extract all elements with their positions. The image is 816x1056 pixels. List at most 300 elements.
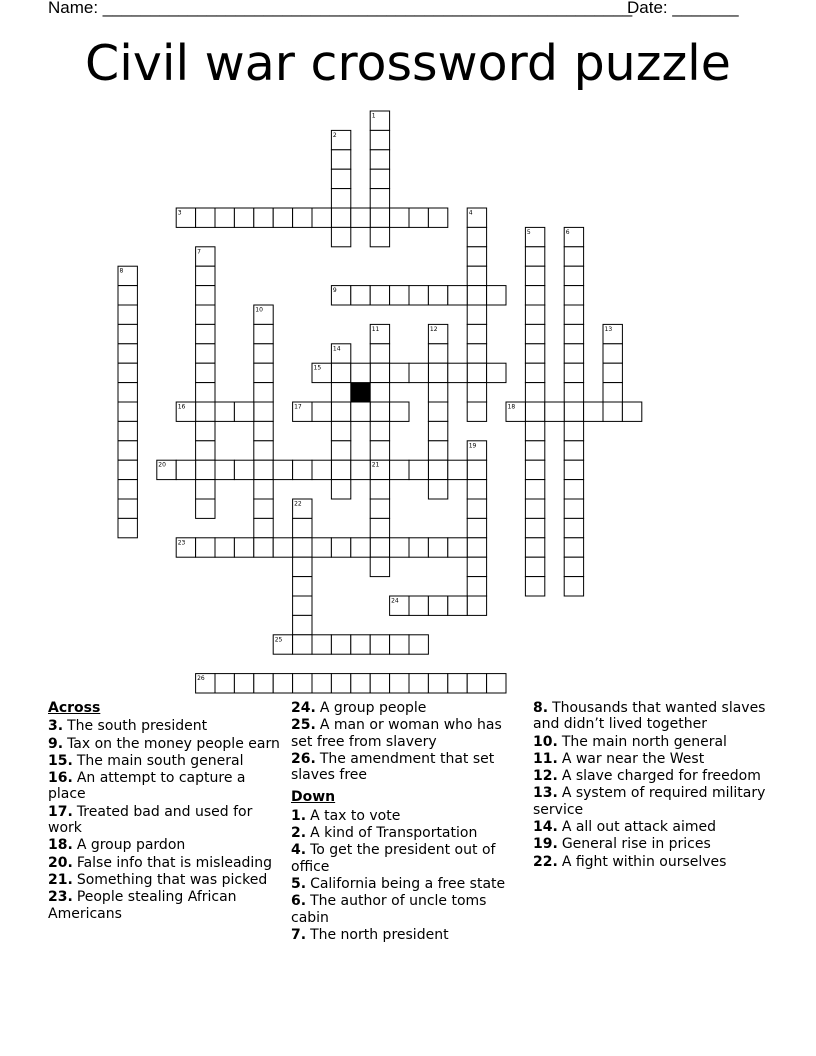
across-clue	[48, 837, 280, 853]
crossword-cell[interactable]	[254, 324, 273, 343]
crossword-cell[interactable]	[564, 518, 583, 537]
grid-clue-number: 1	[371, 112, 376, 120]
crossword-cell[interactable]	[428, 480, 447, 499]
crossword-cell[interactable]	[196, 402, 215, 421]
crossword-cell[interactable]	[312, 635, 331, 654]
crossword-cell[interactable]	[370, 499, 389, 518]
clue-number: 23.	[48, 889, 73, 906]
clue-number: 15.	[48, 752, 73, 769]
crossword-cell[interactable]	[370, 557, 389, 576]
crossword-cell[interactable]	[370, 421, 389, 440]
clue-text: The main north general	[561, 733, 727, 750]
crossword-cell[interactable]	[331, 460, 350, 479]
crossword-cell[interactable]	[370, 635, 389, 654]
crossword-cell[interactable]	[293, 635, 312, 654]
crossword-cell[interactable]	[564, 460, 583, 479]
crossword-cell[interactable]	[487, 286, 506, 305]
crossword-cell[interactable]	[254, 499, 273, 518]
crossword-cell[interactable]	[409, 363, 428, 382]
crossword-cell[interactable]	[234, 460, 253, 479]
crossword-cell[interactable]	[331, 383, 350, 402]
crossword-cell[interactable]	[196, 421, 215, 440]
crossword-cell[interactable]	[118, 460, 137, 479]
grid-clue-number: 25	[274, 636, 283, 644]
crossword-cell[interactable]	[118, 402, 137, 421]
crossword-cell[interactable]	[370, 480, 389, 499]
crossword-cell[interactable]	[331, 538, 350, 557]
crossword-cell[interactable]	[312, 402, 331, 421]
crossword-cell[interactable]	[118, 324, 137, 343]
crossword-cell[interactable]	[196, 208, 215, 227]
crossword-cell[interactable]	[564, 421, 583, 440]
crossword-cell[interactable]	[254, 460, 273, 479]
crossword-cell[interactable]	[293, 538, 312, 557]
crossword-cell[interactable]	[331, 480, 350, 499]
crossword-cell[interactable]	[564, 538, 583, 557]
crossword-cell[interactable]	[118, 344, 137, 363]
clue-text: A tax to vote	[310, 807, 401, 824]
crossword-cell[interactable]	[273, 538, 292, 557]
clue-text: A fight within ourselves	[561, 853, 727, 870]
crossword-cell[interactable]	[603, 383, 622, 402]
crossword-cell[interactable]	[428, 208, 447, 227]
crossword-cell[interactable]	[351, 286, 370, 305]
clue-number: 3.	[48, 718, 64, 735]
crossword-cell[interactable]	[254, 421, 273, 440]
crossword-cell[interactable]	[467, 538, 486, 557]
crossword-cell[interactable]	[428, 402, 447, 421]
crossword-cell[interactable]	[525, 499, 544, 518]
crossword-cell[interactable]	[331, 402, 350, 421]
across-clue	[48, 770, 280, 803]
clue-text: A system of required military service	[533, 785, 766, 818]
grid-clue-number: 5	[526, 228, 531, 236]
crossword-cell[interactable]	[370, 208, 389, 227]
clue-text: The north president	[310, 926, 449, 943]
clue-number: 7.	[291, 926, 307, 943]
grid-clue-number: 21	[371, 461, 380, 469]
crossword-cell[interactable]	[525, 480, 544, 499]
crossword-cell[interactable]	[467, 266, 486, 285]
crossword-cell[interactable]	[254, 538, 273, 557]
crossword-cell[interactable]	[370, 363, 389, 382]
crossword-cell[interactable]	[312, 208, 331, 227]
clue-text: A group pardon	[76, 837, 186, 854]
crossword-cell[interactable]	[603, 344, 622, 363]
crossword-cell[interactable]	[293, 596, 312, 615]
down-clue	[291, 876, 523, 892]
crossword-cell[interactable]	[428, 460, 447, 479]
crossword-cell[interactable]	[564, 480, 583, 499]
clue-text: Tax on the money people earn	[67, 735, 280, 752]
clue-number: 4.	[291, 842, 307, 859]
down-clue	[291, 893, 523, 926]
crossword-cell[interactable]	[370, 189, 389, 208]
blocked-cell	[351, 383, 370, 402]
crossword-cell[interactable]	[196, 441, 215, 460]
crossword-cell[interactable]	[448, 538, 467, 557]
crossword-cell[interactable]	[254, 383, 273, 402]
crossword-cell[interactable]	[564, 344, 583, 363]
clue-text: Treated bad and used for work	[48, 803, 253, 837]
crossword-cell[interactable]	[603, 363, 622, 382]
clue-number: 20.	[48, 854, 73, 871]
crossword-cell[interactable]	[215, 538, 234, 557]
crossword-cell[interactable]	[409, 538, 428, 557]
clue-number: 11.	[533, 750, 558, 767]
crossword-cell[interactable]	[525, 266, 544, 285]
crossword-cell[interactable]	[312, 538, 331, 557]
crossword-cell[interactable]	[525, 363, 544, 382]
crossword-cell[interactable]	[370, 344, 389, 363]
crossword-cell[interactable]	[293, 615, 312, 634]
crossword-cell[interactable]	[564, 286, 583, 305]
crossword-cell[interactable]	[525, 286, 544, 305]
crossword-cell[interactable]	[118, 383, 137, 402]
crossword-cell[interactable]	[293, 518, 312, 537]
crossword-cell[interactable]	[293, 557, 312, 576]
crossword-cell[interactable]	[118, 518, 137, 537]
crossword-cell[interactable]	[428, 538, 447, 557]
crossword-cell[interactable]	[370, 402, 389, 421]
crossword-cell[interactable]	[370, 383, 389, 402]
crossword-cell[interactable]	[525, 324, 544, 343]
crossword-cell[interactable]	[370, 441, 389, 460]
crossword-cell[interactable]	[467, 286, 486, 305]
crossword-cell[interactable]	[525, 441, 544, 460]
crossword-cell[interactable]	[254, 441, 273, 460]
grid-clue-number: 22	[294, 500, 302, 508]
crossword-cell[interactable]	[428, 363, 447, 382]
crossword-cell[interactable]	[331, 150, 350, 169]
crossword-cell[interactable]	[273, 460, 292, 479]
clue-number: 8.	[533, 700, 549, 716]
crossword-cell[interactable]	[525, 518, 544, 537]
clue-number: 13.	[533, 785, 558, 802]
grid-clue-number: 23	[177, 539, 186, 547]
down-clue	[533, 836, 773, 852]
crossword-cell[interactable]	[467, 596, 486, 615]
crossword-cell[interactable]	[467, 557, 486, 576]
crossword-cell[interactable]	[273, 208, 292, 227]
crossword-cell[interactable]	[584, 402, 603, 421]
crossword-cell[interactable]	[622, 402, 641, 421]
crossword-cell[interactable]	[331, 169, 350, 188]
name-field[interactable]: Name: ________________________________________________________	[48, 0, 633, 17]
grid-clue-number: 26	[197, 675, 205, 683]
clue-text: The author of uncle toms cabin	[291, 893, 487, 926]
crossword-cell[interactable]	[564, 305, 583, 324]
clue-number: 14.	[533, 819, 558, 836]
clue-text: The amendment that set slaves free	[291, 750, 495, 784]
grid-clue-number: 8	[119, 267, 124, 275]
crossword-cell[interactable]	[196, 363, 215, 382]
clue-number: 2.	[291, 825, 307, 842]
crossword-cell[interactable]	[254, 480, 273, 499]
across-heading: Across	[48, 700, 101, 716]
crossword-cell[interactable]	[564, 247, 583, 266]
crossword-cell[interactable]	[467, 383, 486, 402]
grid-clue-number: 24	[391, 597, 399, 605]
crossword-cell[interactable]	[331, 227, 350, 246]
crossword-cell[interactable]	[254, 518, 273, 537]
crossword-cell[interactable]	[525, 383, 544, 402]
crossword-cell[interactable]	[254, 402, 273, 421]
crossword-cell[interactable]	[448, 363, 467, 382]
crossword-cell[interactable]	[215, 460, 234, 479]
grid-clue-number: 4	[468, 209, 473, 217]
crossword-cell[interactable]	[390, 402, 409, 421]
crossword-cell[interactable]	[390, 674, 409, 693]
crossword-cell[interactable]	[215, 208, 234, 227]
clue-text: A group people	[319, 700, 427, 716]
crossword-cell[interactable]	[487, 674, 506, 693]
grid-clue-number: 17	[294, 403, 302, 411]
down-clue	[291, 825, 523, 841]
across-clue	[291, 751, 523, 784]
clue-text: People stealing African Americans	[48, 889, 237, 922]
crossword-cell[interactable]	[293, 674, 312, 693]
down-clue	[533, 854, 773, 870]
crossword-cell[interactable]	[564, 266, 583, 285]
crossword-cell[interactable]	[390, 286, 409, 305]
crossword-cell[interactable]	[448, 460, 467, 479]
crossword-cell[interactable]	[351, 402, 370, 421]
clue-number: 25.	[291, 717, 316, 734]
crossword-cell[interactable]	[312, 460, 331, 479]
crossword-cell[interactable]	[564, 577, 583, 596]
clue-number: 16.	[48, 770, 73, 787]
crossword-cell[interactable]	[390, 635, 409, 654]
clue-text: False info that is misleading	[76, 854, 273, 871]
crossword-cell[interactable]	[351, 635, 370, 654]
crossword-cell[interactable]	[196, 286, 215, 305]
crossword-cell[interactable]	[351, 363, 370, 382]
across-clue	[48, 736, 280, 752]
crossword-cell[interactable]	[545, 402, 564, 421]
grid-clue-number: 20	[158, 461, 166, 469]
crossword-cell[interactable]	[234, 538, 253, 557]
crossword-cell[interactable]	[331, 635, 350, 654]
crossword-cell[interactable]	[467, 460, 486, 479]
crossword-cell[interactable]	[564, 557, 583, 576]
crossword-cell[interactable]	[312, 674, 331, 693]
crossword-cell[interactable]	[370, 130, 389, 149]
clue-number: 19.	[533, 836, 558, 853]
clue-number: 22.	[533, 853, 558, 870]
crossword-cell[interactable]	[196, 324, 215, 343]
crossword-cell[interactable]	[448, 286, 467, 305]
crossword-cell[interactable]	[254, 674, 273, 693]
crossword-cell[interactable]	[428, 344, 447, 363]
crossword-cell[interactable]	[196, 460, 215, 479]
down-clue	[291, 808, 523, 824]
crossword-cell[interactable]	[351, 538, 370, 557]
crossword-cell[interactable]	[564, 324, 583, 343]
across-clue	[48, 804, 280, 837]
crossword-cell[interactable]	[428, 596, 447, 615]
crossword-cell[interactable]	[370, 674, 389, 693]
crossword-cell[interactable]	[448, 674, 467, 693]
crossword-cell[interactable]	[467, 344, 486, 363]
crossword-cell[interactable]	[428, 441, 447, 460]
crossword-cell[interactable]	[273, 674, 292, 693]
down-clue	[533, 768, 773, 784]
clue-number: 10.	[533, 733, 558, 750]
clue-text: To get the president out of office	[291, 842, 496, 875]
crossword-cell[interactable]	[467, 363, 486, 382]
crossword-cell[interactable]	[293, 577, 312, 596]
crossword-cell[interactable]	[390, 208, 409, 227]
crossword-cell[interactable]	[390, 363, 409, 382]
crossword-cell[interactable]	[196, 480, 215, 499]
crossword-cell[interactable]	[467, 324, 486, 343]
crossword-cell[interactable]	[196, 266, 215, 285]
crossword-cell[interactable]	[467, 227, 486, 246]
crossword-cell[interactable]	[331, 208, 350, 227]
clue-number: 21.	[48, 871, 73, 888]
crossword-cell[interactable]	[370, 150, 389, 169]
down-clue	[533, 751, 773, 767]
crossword-cell[interactable]	[467, 247, 486, 266]
crossword-cell[interactable]	[525, 344, 544, 363]
date-field[interactable]: Date: _______	[627, 0, 739, 17]
crossword-cell[interactable]	[293, 460, 312, 479]
grid-clue-number: 16	[177, 403, 186, 411]
across-clue	[48, 872, 280, 888]
crossword-cell[interactable]	[467, 305, 486, 324]
crossword-cell[interactable]	[467, 402, 486, 421]
crossword-cell[interactable]	[487, 363, 506, 382]
crossword-cell[interactable]	[525, 247, 544, 266]
crossword-cell[interactable]	[331, 363, 350, 382]
clue-text: A all out attack aimed	[561, 819, 717, 836]
clue-number: 6.	[291, 893, 307, 910]
crossword-cell[interactable]	[409, 596, 428, 615]
crossword-cell[interactable]	[428, 383, 447, 402]
crossword-cell[interactable]	[370, 286, 389, 305]
crossword-cell[interactable]	[467, 674, 486, 693]
crossword-cell[interactable]	[467, 499, 486, 518]
crossword-cell[interactable]	[467, 480, 486, 499]
crossword-cell[interactable]	[331, 421, 350, 440]
crossword-cell[interactable]	[370, 518, 389, 537]
crossword-cell[interactable]	[254, 344, 273, 363]
crossword-cell[interactable]	[234, 674, 253, 693]
crossword-cell[interactable]	[118, 480, 137, 499]
crossword-cell[interactable]	[428, 286, 447, 305]
crossword-cell[interactable]	[525, 538, 544, 557]
down-clue	[533, 734, 773, 750]
grid-clue-number: 6	[565, 228, 570, 236]
crossword-cell[interactable]	[215, 674, 234, 693]
crossword-cell[interactable]	[409, 460, 428, 479]
crossword-cell[interactable]	[370, 227, 389, 246]
crossword-cell[interactable]	[564, 499, 583, 518]
crossword-cell[interactable]	[331, 189, 350, 208]
clue-text: Thousands that wanted slaves and didn’t lived together	[533, 700, 766, 733]
crossword-cell[interactable]	[448, 596, 467, 615]
crossword-cell[interactable]	[409, 635, 428, 654]
crossword-cell[interactable]	[196, 344, 215, 363]
crossword-cell[interactable]	[409, 208, 428, 227]
crossword-cell[interactable]	[409, 674, 428, 693]
grid-clue-number: 18	[507, 403, 516, 411]
down-heading: Down	[291, 789, 336, 806]
crossword-cell[interactable]	[234, 208, 253, 227]
crossword-cell[interactable]	[467, 577, 486, 596]
down-clues-column-3	[533, 700, 773, 871]
crossword-cell[interactable]	[176, 460, 195, 479]
crossword-cell[interactable]	[351, 674, 370, 693]
crossword-cell[interactable]	[118, 421, 137, 440]
down-clue	[533, 819, 773, 835]
crossword-cell[interactable]	[564, 363, 583, 382]
crossword-cell[interactable]	[428, 421, 447, 440]
crossword-cell[interactable]	[254, 208, 273, 227]
crossword-cell[interactable]	[331, 674, 350, 693]
clue-text: California being a free state	[310, 875, 506, 892]
across-clue	[48, 753, 280, 769]
crossword-cell[interactable]	[390, 460, 409, 479]
crossword-cell[interactable]	[525, 421, 544, 440]
crossword-cell[interactable]	[525, 577, 544, 596]
grid-clue-number: 19	[468, 442, 477, 450]
crossword-cell[interactable]	[564, 402, 583, 421]
across-clue	[48, 889, 280, 922]
across-clue	[48, 855, 280, 871]
crossword-cell[interactable]	[564, 441, 583, 460]
crossword-cell[interactable]	[118, 363, 137, 382]
clue-number: 1.	[291, 807, 307, 824]
crossword-cell[interactable]	[196, 383, 215, 402]
across-clues-column-1	[48, 700, 280, 923]
crossword-cell[interactable]	[390, 538, 409, 557]
grid-clue-number: 7	[197, 248, 201, 256]
crossword-cell[interactable]	[525, 305, 544, 324]
crossword-cell[interactable]	[118, 286, 137, 305]
clue-number: 5.	[291, 875, 307, 892]
clue-text: General rise in prices	[561, 836, 711, 853]
crossword-cell[interactable]	[351, 460, 370, 479]
crossword-cell[interactable]	[293, 208, 312, 227]
crossword-cell[interactable]	[564, 383, 583, 402]
crossword-cell[interactable]	[196, 499, 215, 518]
down-clue	[533, 785, 773, 818]
crossword-cell[interactable]	[370, 169, 389, 188]
crossword-cell[interactable]	[409, 286, 428, 305]
crossword-cell[interactable]	[196, 305, 215, 324]
crossword-cell[interactable]	[351, 208, 370, 227]
crossword-cell[interactable]	[118, 499, 137, 518]
crossword-cell[interactable]	[525, 402, 544, 421]
crossword-cell[interactable]	[370, 538, 389, 557]
crossword-cell[interactable]	[525, 460, 544, 479]
crossword-cell[interactable]	[118, 305, 137, 324]
clue-text: An attempt to capture a place	[48, 770, 246, 803]
crossword-cell[interactable]	[234, 402, 253, 421]
crossword-cell[interactable]	[525, 557, 544, 576]
crossword-cell[interactable]	[603, 402, 622, 421]
crossword-cell[interactable]	[196, 538, 215, 557]
clue-text: A man or woman who has set free from slavery	[291, 717, 502, 750]
crossword-cell[interactable]	[215, 402, 234, 421]
crossword-cell[interactable]	[467, 518, 486, 537]
crossword-cell[interactable]	[254, 363, 273, 382]
crossword-cell[interactable]	[118, 441, 137, 460]
crossword-cell[interactable]	[331, 441, 350, 460]
crossword-cell[interactable]	[428, 674, 447, 693]
